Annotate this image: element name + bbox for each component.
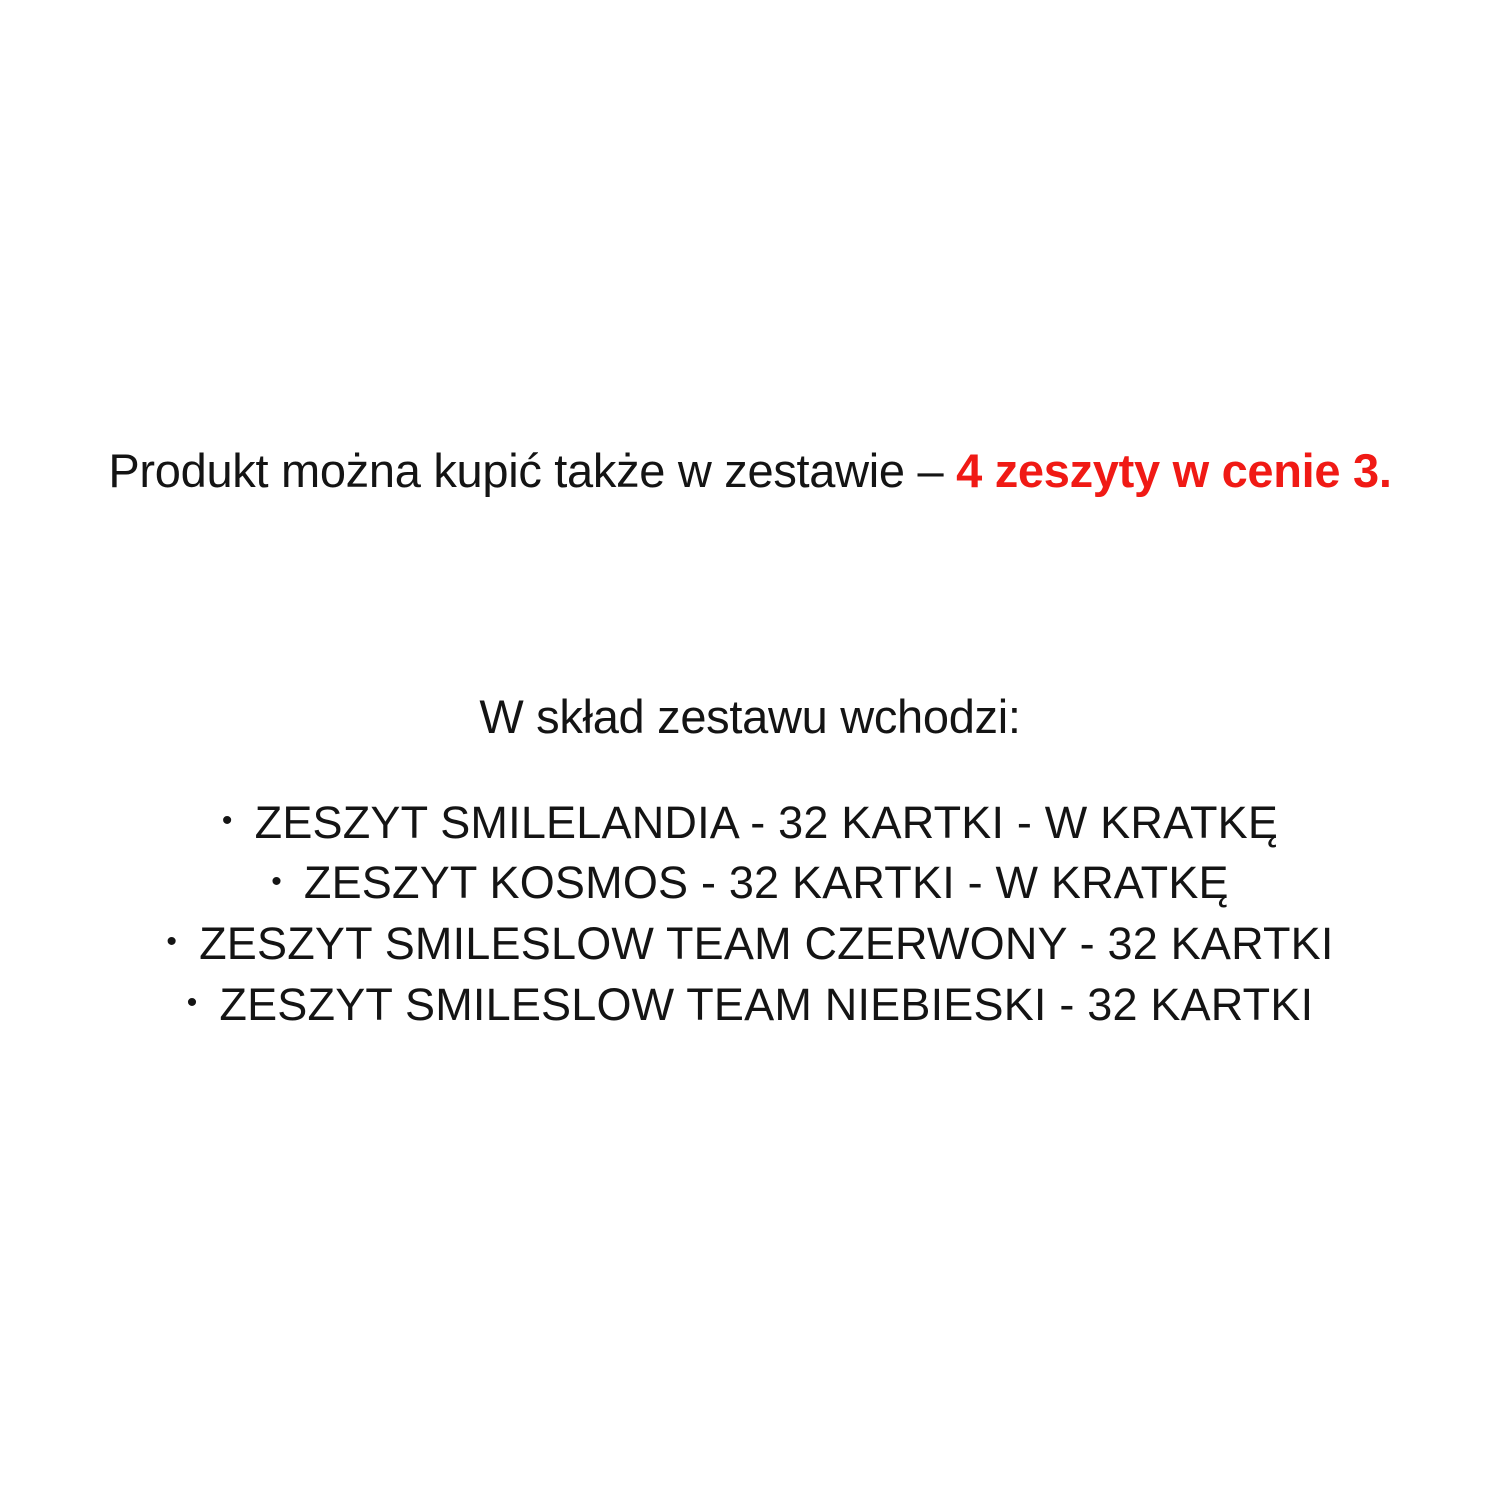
promo-highlight: 4 zeszyty w cenie 3. [956,444,1392,497]
bullet-icon: • [271,864,282,898]
list-item-label: ZESZYT SMILELANDIA - 32 KARTKI - W KRATKĘ [254,796,1279,848]
list-item [8,914,1492,975]
list-item [8,975,1492,1036]
promo-text: Produkt można kupić także w zestawie – [108,444,957,497]
promo-paragraph [8,442,1492,499]
set-heading: W skład zestawu wchodzi: [479,690,1021,744]
list-item-label: ZESZYT SMILESLOW TEAM CZERWONY - 32 KARTKI [199,918,1334,970]
list-item [8,853,1492,914]
document-content [0,395,1500,1036]
list-item-label: ZESZYT KOSMOS - 32 KARTKI - W KRATKĘ [303,857,1229,909]
set-items-list [8,793,1492,1036]
bullet-icon: • [166,925,178,959]
list-item-label: ZESZYT SMILESLOW TEAM NIEBIESKI - 32 KARTKI [219,978,1314,1030]
list-item [8,793,1492,854]
bullet-icon: • [186,986,198,1020]
bullet-icon: • [221,803,233,837]
spacer [8,546,1492,642]
